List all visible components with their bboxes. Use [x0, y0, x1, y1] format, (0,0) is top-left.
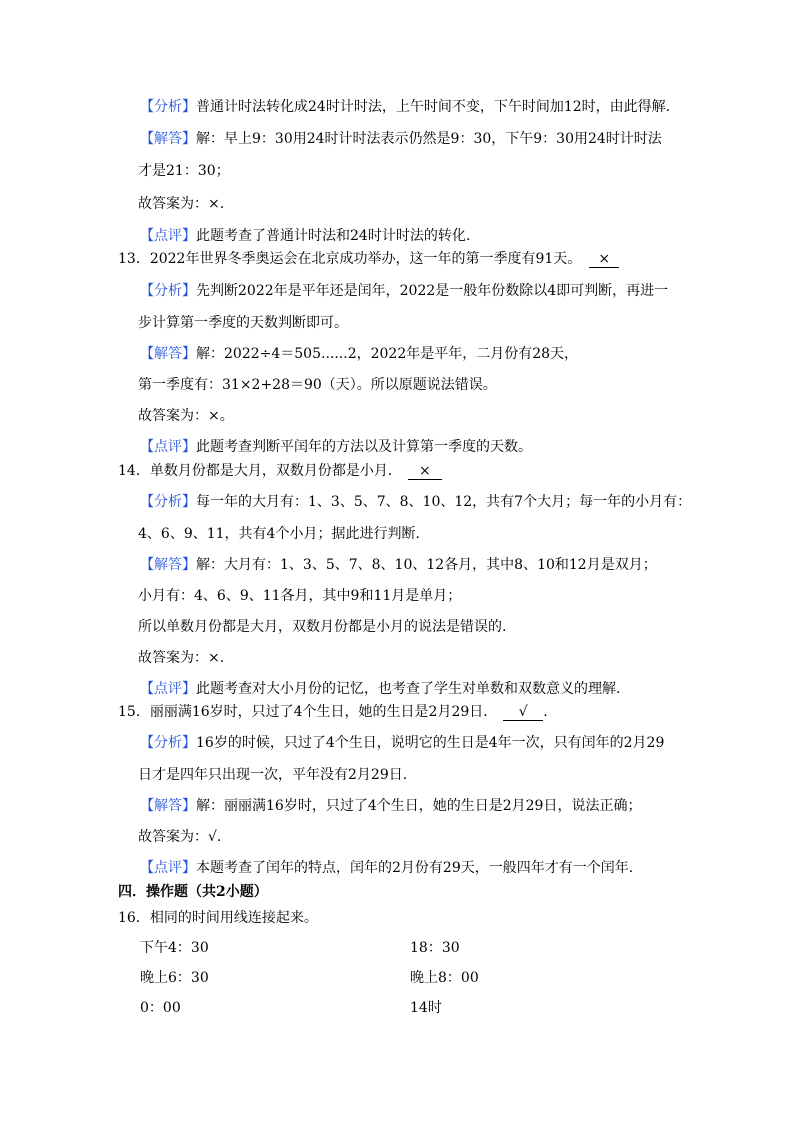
section-heading: 四．操作题（共2小题）: [118, 884, 268, 900]
analysis-text-cont: 4、6、9、11，共有4个小月；据此进行判断.: [138, 526, 420, 542]
analysis-text: 每一年的大月有：1、3、5、7、8、10、12，共有7个大月；每一年的小月有：: [196, 494, 692, 510]
comment-row: [140, 679, 620, 699]
question-text: 13．2022年世界冬季奥运会在北京成功举办，这一年的第一季度有91天。: [118, 251, 582, 267]
analysis-text: 普通计时法转化成24时计时法，上午时间不变，下午时间加12时，由此得解.: [196, 99, 671, 115]
answer-text-cont: 第一季度有：31×2+28＝90（天）。所以原题说法错误。: [138, 377, 497, 393]
comment-tag: 【点评】: [140, 439, 196, 455]
answer-text: 解：丽丽满16岁时，只过了4个生日，她的生日是2月29日，说法正确；: [196, 798, 642, 814]
answer-text-cont: 小月有：4、6、9、11各月，其中9和11月是单月；: [138, 588, 462, 604]
analysis-text: 先判断2022年是平年还是闰年，2022是一般年份数除以4即可判断，再进一: [196, 283, 669, 299]
question-text: 14．单数月份都是大月，双数月份都是小月．: [118, 463, 402, 479]
answer-tag: 【解答】: [140, 131, 196, 147]
answer-text-cont: 才是21：30；: [138, 163, 230, 179]
comment-text: 本题考查了闰年的特点，闰年的2月份有29天，一般四年才有一个闰年.: [196, 860, 634, 876]
answer-blank: ×: [408, 463, 442, 480]
comment-tag: 【点评】: [140, 681, 196, 697]
analysis-row: [140, 733, 664, 753]
analysis-tag: 【分析】: [140, 494, 196, 510]
question-15-stem: [118, 702, 548, 722]
analysis-tag: 【分析】: [140, 283, 196, 299]
analysis-text: 16岁的时候，只过了4个生日，说明它的生日是4年一次，只有闰年的2月29: [196, 735, 665, 751]
answer-text: 解：2022÷4＝505......2，2022年是平年，二月份有28天，: [196, 346, 579, 362]
match-right-item: 晚上8：00: [410, 970, 479, 986]
comment-text: 此题考查对大小月份的记忆，也考查了学生对单数和双数意义的理解.: [196, 681, 621, 697]
analysis-row: [140, 97, 670, 117]
answer-row: [140, 555, 657, 575]
question-text: 15．丽丽满16岁时，只过了4个生日，她的生日是2月29日．: [118, 704, 498, 720]
question-14-stem: [118, 461, 442, 481]
match-right-item: 18：30: [410, 940, 460, 956]
conclusion-text: 故答案为：√.: [138, 829, 222, 845]
answer-blank: ×: [589, 251, 619, 268]
comment-tag: 【点评】: [140, 228, 196, 244]
answer-text-cont: 所以单数月份都是大月，双数月份都是小月的说法是错误的.: [138, 619, 507, 635]
question-16-stem: 16．相同的时间用线连接起来。: [118, 910, 318, 926]
answer-row: [140, 344, 578, 364]
answer-blank: √: [503, 704, 543, 721]
analysis-tag: 【分析】: [140, 99, 196, 115]
conclusion-text: 故答案为：×.: [138, 196, 225, 212]
answer-text: 解：早上9：30用24时计时法表示仍然是9：30，下午9：30用24时计时法: [196, 131, 662, 147]
answer-row: [140, 796, 641, 816]
answer-tag: 【解答】: [140, 346, 196, 362]
match-left-item: 0：00: [140, 1000, 181, 1016]
analysis-tag: 【分析】: [140, 735, 196, 751]
comment-text: 此题考查了普通计时法和24时计时法的转化.: [196, 228, 471, 244]
comment-row: [140, 226, 470, 246]
answer-tag: 【解答】: [140, 798, 196, 814]
conclusion-text: 故答案为：×.: [138, 650, 225, 666]
analysis-row: [140, 281, 668, 301]
match-left-item: 下午4：30: [140, 940, 209, 956]
stem-end: .: [543, 704, 548, 720]
question-13-stem: [118, 249, 619, 269]
answer-tag: 【解答】: [140, 557, 196, 573]
answer-row: [140, 129, 662, 149]
comment-tag: 【点评】: [140, 860, 196, 876]
comment-row: [140, 858, 633, 878]
analysis-text-cont: 步计算第一季度的天数判断即可。: [138, 315, 348, 331]
match-left-item: 晚上6：30: [140, 970, 209, 986]
match-right-item: 14时: [410, 1000, 442, 1016]
comment-text: 此题考查判断平闰年的方法以及计算第一季度的天数。: [196, 439, 532, 455]
conclusion-text: 故答案为：×。: [138, 408, 234, 424]
answer-text: 解：大月有：1、3、5、7、8、10、12各月，其中8、10和12月是双月；: [196, 557, 657, 573]
analysis-row: [140, 492, 691, 512]
analysis-text-cont: 日才是四年只出现一次，平年没有2月29日.: [138, 767, 408, 783]
comment-row: [140, 437, 532, 457]
